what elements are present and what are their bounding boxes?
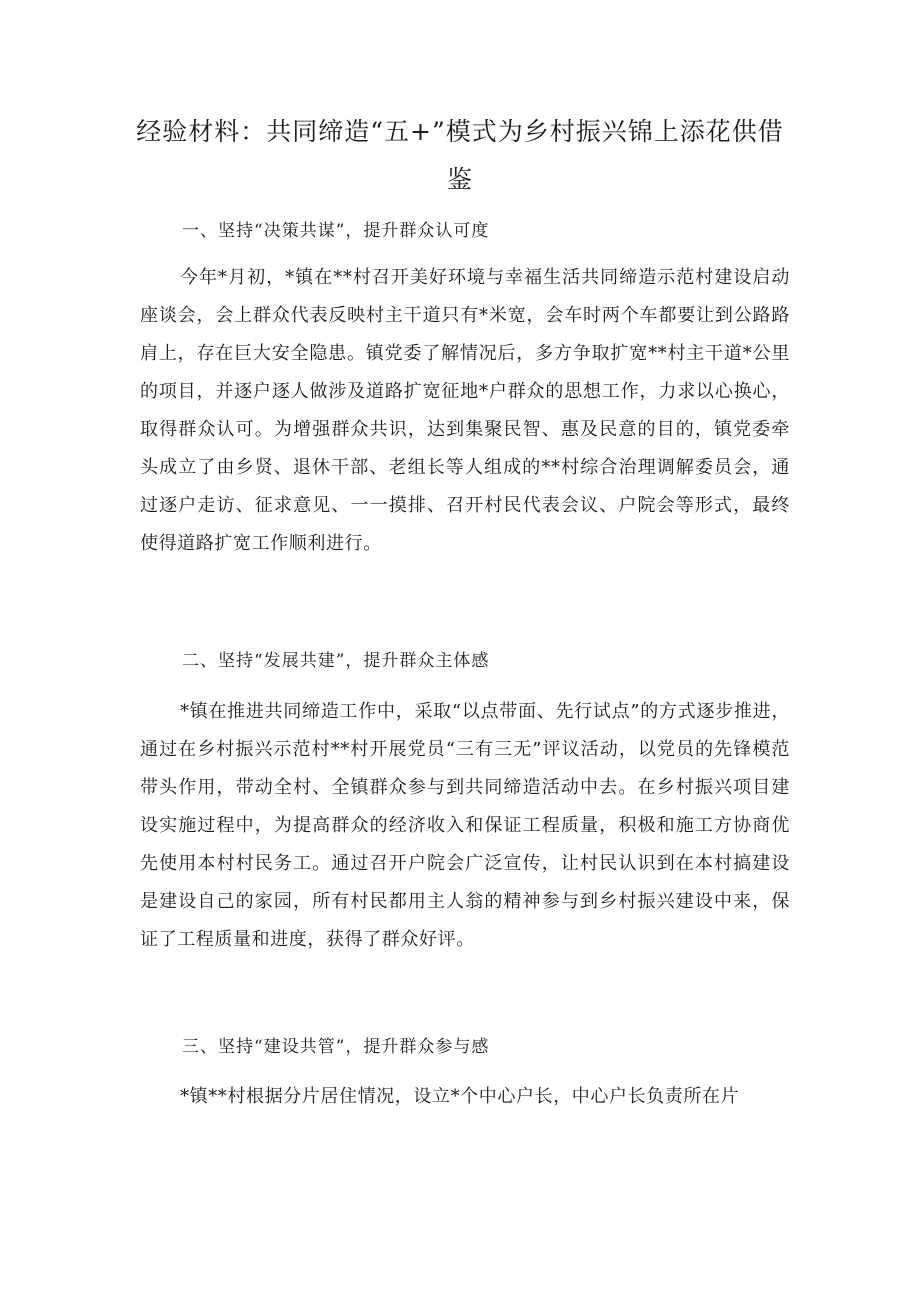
section-2-heading: 二、坚持“发展共建”，提升群众主体感 (182, 651, 490, 671)
document-title-line-1: 经验材料：共同缔造“五+”模式为乡村振兴锦上添花供借 (136, 117, 784, 146)
section-3-heading: 三、坚持“建设共管”，提升群众参与感 (182, 1037, 490, 1057)
section-1-paragraph: 今年*月初，*镇在**村召开美好环境与幸福生活共同缔造示范村建设启动座谈会，会上群众代表反映村主干道只有*米宽，会车时两个车都要让到公路路肩上，存在巨大安全隐患。镇党委了解情况后，多方争取扩宽**村主干道*公里的项目，并逐户逐人做涉及道路扩宽征地*户群众的思想工作，力求以心换心，取得群众认可。为增强群众共识，达到集聚民智、惠及民意的目的，镇党委牵头成立了由乡贤、退休干部、老组长等人组成的**村综合治理调解委员会，通过逐户走访、征求意见、一一摸排、召开村民代表会议、户院会等形式，最终使得道路扩宽工作顺利进行。 (140, 267, 790, 554)
section-3-paragraph: *镇**村根据分片居住情况，设立*个中心户长，中心户长负责所在片 (180, 1086, 740, 1107)
section-1-heading: 一、坚持“决策共谋”，提升群众认可度 (182, 221, 490, 241)
document-title-line-2: 鉴 (446, 165, 473, 194)
section-2-paragraph: *镇在推进共同缔造工作中，采取“以点带面、先行试点”的方式逐步推进，通过在乡村振兴示范村**村开展党员“三有三无”评议活动，以党员的先锋模范带头作用，带动全村、全镇群众参与到共同缔造活动中去。在乡村振兴项目建设实施过程中，为提高群众的经济收入和保证工程质量，积极和施工方协商优先使用本村村民务工。通过召开户院会广泛宣传，让村民认识到在本村搞建设是建设自己的家园，所有村民都用主人翁的精神参与到乡村振兴建设中来，保证了工程质量和进度，获得了群众好评。 (140, 701, 790, 950)
